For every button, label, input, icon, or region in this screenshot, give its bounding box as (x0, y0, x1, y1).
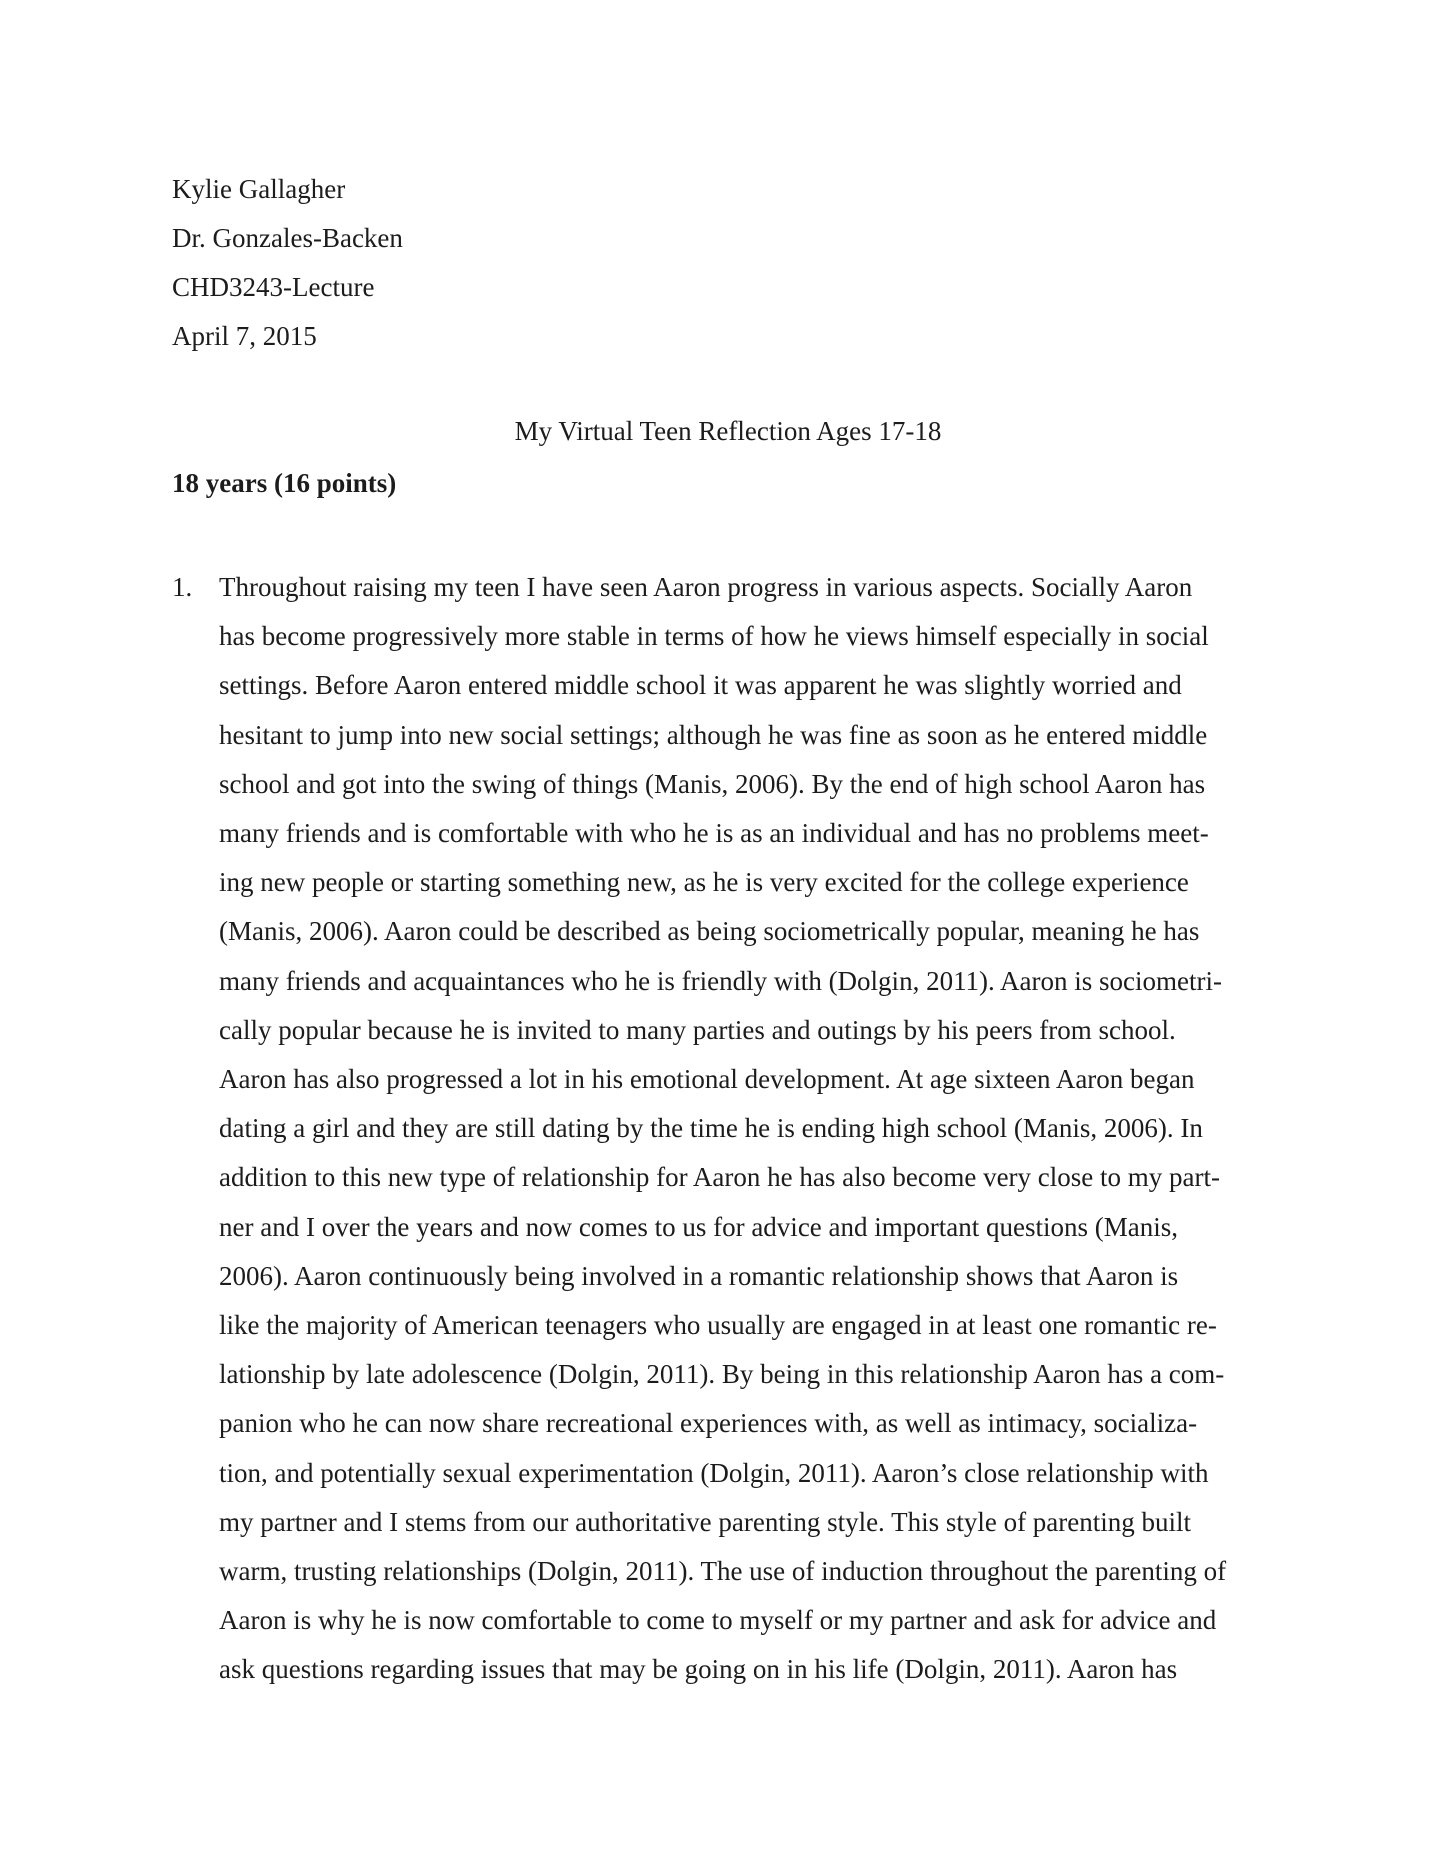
paragraph-line: Throughout raising my teen I have seen Aaron progress in various aspects. Socially Aaron (219, 572, 1193, 602)
paragraph-line: tion, and potentially sexual experimentation (Dolgin, 2011). Aaron’s close relationship with (219, 1457, 1209, 1488)
list-item-paragraph (219, 563, 1226, 1695)
paragraph-line: panion who he can now share recreational experiences with, as well as intimacy, socializa- (219, 1408, 1198, 1439)
paragraph-line: my partner and I stems from our authoritative parenting style. This style of parenting built (219, 1506, 1192, 1537)
paragraph-line: lationship by late adolescence (Dolgin, 2011). By being in this relationship Aaron has a com- (219, 1359, 1225, 1390)
paragraph-line: ner and I over the years and now comes to us for advice and important questions (Manis, (219, 1211, 1178, 1242)
date: April 7, 2015 (172, 321, 317, 351)
paragraph-line: warm, trusting relationships (Dolgin, 2011). The use of induction throughout the parenting of (219, 1556, 1227, 1587)
paragraph-line: school and got into the swing of things (Manis, 2006). By the end of high school Aaron has (219, 768, 1206, 799)
paragraph-line: addition to this new type of relationship for Aaron he has also become very close to my part- (219, 1162, 1220, 1193)
paragraph-line: many friends and acquaintances who he is friendly with (Dolgin, 2011). Aaron is sociometri- (219, 965, 1223, 996)
paragraph-line: like the majority of American teenagers who usually are engaged in at least one romantic re- (219, 1310, 1217, 1341)
paragraph-line: hesitant to jump into new social settings; although he was fine as soon as he entered middle (219, 719, 1208, 750)
course-name: CHD3243-Lecture (172, 272, 375, 302)
document-title: My Virtual Teen Reflection Ages 17-18 (514, 416, 942, 446)
paragraph-line: ing new people or starting something new, as he is very excited for the college experience (219, 867, 1189, 898)
author-name: Kylie Gallagher (172, 174, 346, 204)
section-heading: 18 years (16 points) (172, 468, 397, 498)
list-item-number: 1. (172, 572, 193, 602)
instructor-name: Dr. Gonzales-Backen (172, 223, 403, 253)
paragraph-line: settings. Before Aaron entered middle school it was apparent he was slightly worried and (219, 670, 1182, 701)
paragraph-line: Aaron is why he is now comfortable to come to myself or my partner and ask for advice and (219, 1605, 1217, 1636)
paragraph-line: many friends and is comfortable with who he is as an individual and has no problems meet- (219, 818, 1209, 849)
paragraph-line: 2006). Aaron continuously being involved in a romantic relationship shows that Aaron is (219, 1260, 1179, 1291)
paragraph-line: Aaron has also progressed a lot in his emotional development. At age sixteen Aaron began (219, 1064, 1195, 1095)
paragraph-line: ask questions regarding issues that may be going on in his life (Dolgin, 2011). Aaron has (219, 1654, 1178, 1685)
paragraph-line: cally popular because he is invited to many parties and outings by his peers from school. (219, 1014, 1176, 1045)
paragraph-line: dating a girl and they are still dating by the time he is ending high school (Manis, 2006). In (219, 1113, 1203, 1144)
paragraph-line: (Manis, 2006). Aaron could be described as being sociometrically popular, meaning he has (219, 916, 1200, 947)
header-block (172, 165, 403, 361)
paragraph-line: has become progressively more stable in terms of how he views himself especially in social (219, 621, 1209, 652)
